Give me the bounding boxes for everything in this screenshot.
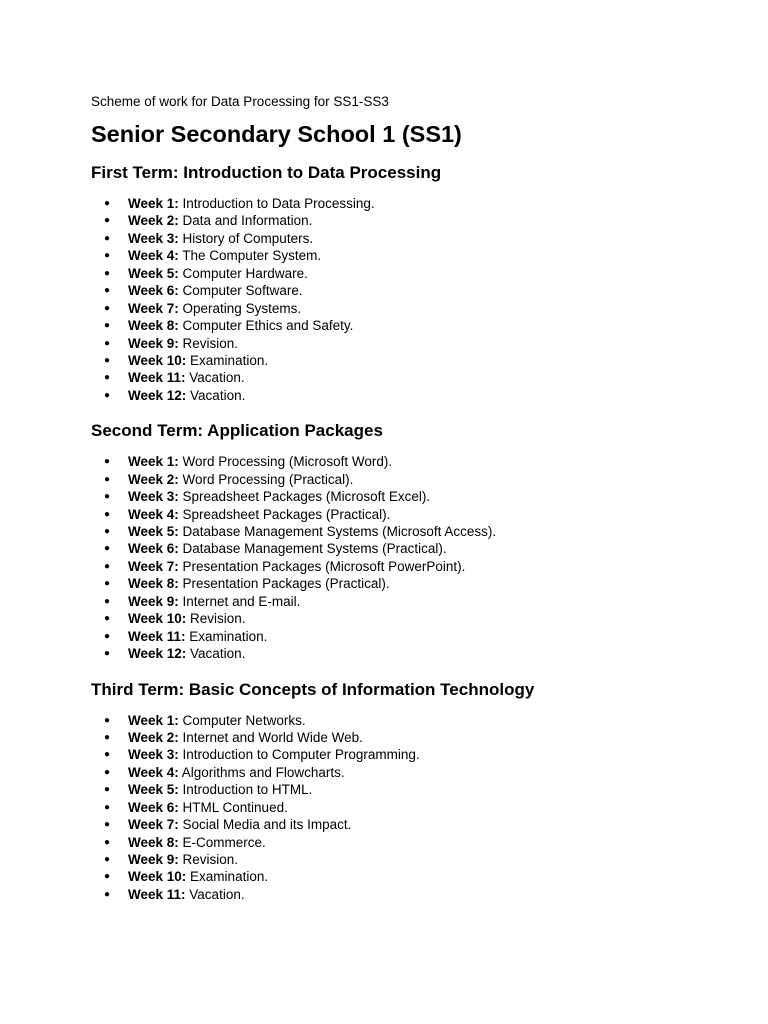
week-topic: Computer Hardware. xyxy=(178,265,308,281)
list-item xyxy=(91,247,731,264)
bullet-icon: ● xyxy=(104,888,111,900)
bullet-icon: ● xyxy=(104,285,111,297)
week-topic: HTML Continued. xyxy=(178,799,288,815)
term-section xyxy=(91,680,731,904)
list-item xyxy=(91,540,731,557)
week-label: Week 10: xyxy=(128,869,187,885)
bullet-icon: ● xyxy=(104,714,111,726)
week-topic: Examination. xyxy=(186,352,269,368)
week-topic: Internet and E-mail. xyxy=(178,593,301,609)
list-item xyxy=(91,212,731,229)
week-topic: Operating Systems. xyxy=(178,300,302,316)
list-item xyxy=(91,369,731,386)
list-item xyxy=(91,558,731,575)
week-topic: Algorithms and Flowcharts. xyxy=(178,764,345,780)
week-label: Week 7: xyxy=(128,817,179,833)
bullet-icon: ● xyxy=(104,526,111,537)
bullet-icon: ● xyxy=(104,473,111,485)
bullet-icon: ● xyxy=(104,854,111,865)
week-label: Week 7: xyxy=(128,558,179,574)
week-label: Week 4: xyxy=(128,764,179,780)
week-label: Week 5: xyxy=(128,782,179,798)
week-topic: Computer Ethics and Safety. xyxy=(178,318,354,334)
bullet-icon: ● xyxy=(104,836,111,848)
week-topic: Introduction to HTML. xyxy=(178,782,313,798)
week-topic: Computer Networks. xyxy=(178,712,306,728)
week-topic: Database Management Systems (Practical). xyxy=(178,541,447,557)
week-label: Week 1: xyxy=(128,454,179,470)
week-label: Week 3: xyxy=(128,747,179,763)
list-item xyxy=(91,628,731,645)
list-item xyxy=(91,352,731,369)
week-topic: E-Commerce. xyxy=(178,834,266,850)
week-topic: Word Processing (Practical). xyxy=(178,471,354,487)
list-item xyxy=(91,610,731,627)
list-item xyxy=(91,729,731,746)
week-topic: Revision. xyxy=(178,335,239,351)
week-label: Week 8: xyxy=(128,318,179,334)
bullet-icon: ● xyxy=(104,372,111,384)
bullet-icon: ● xyxy=(104,871,111,883)
week-topic: Vacation. xyxy=(185,886,245,902)
week-label: Week 3: xyxy=(128,230,179,246)
week-label: Week 11: xyxy=(128,370,186,386)
bullet-icon: ● xyxy=(104,578,111,590)
bullet-icon: ● xyxy=(104,749,111,761)
week-label: Week 4: xyxy=(128,248,179,264)
list-item xyxy=(91,265,731,282)
week-topic: Internet and World Wide Web. xyxy=(178,729,363,745)
week-topic: Word Processing (Microsoft Word). xyxy=(178,454,393,470)
week-topic: Computer Software. xyxy=(178,283,303,299)
week-topic: Vacation. xyxy=(185,370,245,386)
term-section xyxy=(91,163,731,404)
week-label: Week 10: xyxy=(128,352,187,368)
list-item xyxy=(91,453,731,470)
list-item xyxy=(91,471,731,488)
bullet-icon: ● xyxy=(104,648,111,660)
week-topic: Vacation. xyxy=(186,646,246,662)
week-label: Week 2: xyxy=(128,471,179,487)
list-item xyxy=(91,781,731,798)
list-item xyxy=(91,593,731,610)
week-label: Week 9: xyxy=(128,852,179,867)
bullet-icon: ● xyxy=(104,801,111,813)
list-item xyxy=(91,868,731,885)
bullet-icon: ● xyxy=(104,560,111,572)
week-label: Week 5: xyxy=(128,265,179,281)
bullet-icon: ● xyxy=(104,491,111,503)
list-item xyxy=(91,799,731,816)
bullet-icon: ● xyxy=(104,354,111,366)
week-list xyxy=(91,712,731,904)
week-label: Week 6: xyxy=(128,283,179,299)
term-section xyxy=(91,421,731,662)
list-item xyxy=(91,387,731,404)
week-list xyxy=(91,195,731,404)
week-label: Week 8: xyxy=(128,834,179,850)
list-item xyxy=(91,575,731,592)
list-item xyxy=(91,488,731,505)
week-label: Week 2: xyxy=(128,213,179,229)
week-topic: Introduction to Computer Programming. xyxy=(178,747,420,763)
bullet-icon: ● xyxy=(104,250,111,262)
week-label: Week 3: xyxy=(128,489,179,505)
list-item xyxy=(91,886,731,903)
term-heading: First Term: Introduction to Data Processing xyxy=(91,163,442,182)
week-label: Week 12: xyxy=(128,387,187,403)
list-item xyxy=(91,746,731,763)
week-label: Week 11: xyxy=(128,886,186,902)
week-label: Week 4: xyxy=(128,506,179,522)
week-label: Week 12: xyxy=(128,646,187,662)
bullet-icon: ● xyxy=(104,389,111,401)
week-topic: Examination. xyxy=(186,869,269,885)
week-topic: Revision. xyxy=(186,611,246,627)
week-topic: Spreadsheet Packages (Microsoft Excel). xyxy=(178,489,431,505)
week-label: Week 11: xyxy=(128,628,186,644)
week-topic: Data and Information. xyxy=(178,213,313,229)
week-label: Week 9: xyxy=(128,335,179,351)
bullet-icon: ● xyxy=(104,543,111,555)
list-item xyxy=(91,712,731,729)
list-item xyxy=(91,851,731,868)
week-label: Week 5: xyxy=(128,524,179,539)
bullet-icon: ● xyxy=(104,337,111,349)
list-item xyxy=(91,834,731,851)
week-label: Week 9: xyxy=(128,593,179,609)
bullet-icon: ● xyxy=(104,302,111,314)
list-item xyxy=(91,523,731,540)
term-heading: Third Term: Basic Concepts of Information Technology xyxy=(91,679,535,699)
week-topic: Database Management Systems (Microsoft Access). xyxy=(178,524,497,539)
bullet-icon: ● xyxy=(104,630,111,642)
bullet-icon: ● xyxy=(104,595,111,607)
week-label: Week 2: xyxy=(128,729,179,745)
week-topic: The Computer System. xyxy=(178,248,322,264)
terms-container xyxy=(91,163,731,903)
bullet-icon: ● xyxy=(104,232,111,244)
document-subtitle: Scheme of work for Data Processing for SS1-SS3 xyxy=(91,94,389,109)
page-title: Senior Secondary School 1 (SS1) xyxy=(91,121,462,147)
week-label: Week 8: xyxy=(128,576,179,592)
bullet-icon: ● xyxy=(104,784,111,796)
list-item xyxy=(91,335,731,352)
week-topic: Spreadsheet Packages (Practical). xyxy=(178,506,391,522)
bullet-icon: ● xyxy=(104,508,111,520)
bullet-icon: ● xyxy=(104,766,111,778)
week-topic: Examination. xyxy=(185,628,268,644)
bullet-icon: ● xyxy=(104,456,111,468)
week-label: Week 1: xyxy=(128,712,179,728)
list-item xyxy=(91,317,731,334)
week-label: Week 7: xyxy=(128,300,179,316)
week-list xyxy=(91,453,731,662)
document-page xyxy=(91,94,731,903)
bullet-icon: ● xyxy=(104,215,111,227)
list-item xyxy=(91,645,731,662)
week-label: Week 10: xyxy=(128,611,187,627)
week-topic: Presentation Packages (Practical). xyxy=(178,576,390,592)
list-item xyxy=(91,506,731,523)
week-topic: Vacation. xyxy=(186,387,246,403)
week-topic: History of Computers. xyxy=(178,230,314,246)
bullet-icon: ● xyxy=(104,320,111,332)
list-item xyxy=(91,300,731,317)
list-item xyxy=(91,230,731,247)
week-topic: Introduction to Data Processing. xyxy=(178,196,375,211)
week-topic: Revision. xyxy=(178,852,239,867)
week-topic: Social Media and its Impact. xyxy=(178,817,352,833)
list-item xyxy=(91,282,731,299)
list-item xyxy=(91,764,731,781)
term-heading: Second Term: Application Packages xyxy=(91,421,383,441)
bullet-icon: ● xyxy=(104,198,111,209)
week-label: Week 6: xyxy=(128,541,179,557)
week-topic: Presentation Packages (Microsoft PowerPoint). xyxy=(178,558,466,574)
list-item xyxy=(91,816,731,833)
bullet-icon: ● xyxy=(104,819,111,831)
bullet-icon: ● xyxy=(104,731,111,743)
list-item xyxy=(91,195,731,212)
week-label: Week 1: xyxy=(128,196,179,211)
week-label: Week 6: xyxy=(128,799,179,815)
bullet-icon: ● xyxy=(104,267,111,279)
bullet-icon: ● xyxy=(104,613,111,625)
